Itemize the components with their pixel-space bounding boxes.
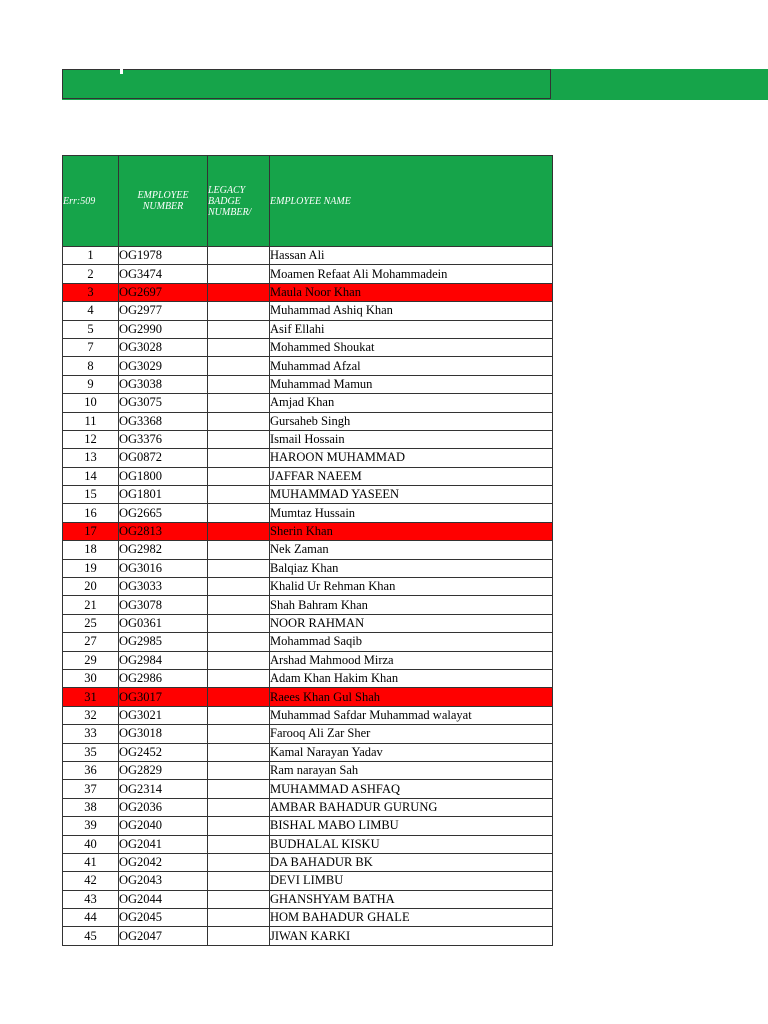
employee-number: OG1801 (119, 486, 208, 504)
header-number: Err:509 (63, 156, 119, 247)
table-row (63, 890, 553, 908)
employee-name: Mumtaz Hussain (270, 504, 553, 522)
employee-name: Ismail Hossain (270, 430, 553, 448)
legacy-badge (208, 541, 270, 559)
employee-name: BUDHALAL KISKU (270, 835, 553, 853)
employee-name: AMBAR BAHADUR GURUNG (270, 798, 553, 816)
legacy-badge (208, 559, 270, 577)
row-number: 18 (63, 541, 119, 559)
employee-name: HOM BAHADUR GHALE (270, 909, 553, 927)
employee-name: MUHAMMAD ASHFAQ (270, 780, 553, 798)
banner-mark (120, 66, 123, 74)
employee-number: OG2977 (119, 302, 208, 320)
employee-name: NOOR RAHMAN (270, 614, 553, 632)
header-employee-number: EMPLOYEE NUMBER (119, 156, 208, 247)
employee-name: Balqiaz Khan (270, 559, 553, 577)
row-number: 10 (63, 394, 119, 412)
employee-name: Moamen Refaat Ali Mohammadein (270, 265, 553, 283)
employee-name: Adam Khan Hakim Khan (270, 669, 553, 687)
employee-name: Arshad Mahmood Mirza (270, 651, 553, 669)
table-row (63, 927, 553, 945)
row-number: 12 (63, 430, 119, 448)
employee-number: OG2047 (119, 927, 208, 945)
employee-number: OG3038 (119, 375, 208, 393)
table-row (63, 375, 553, 393)
row-number: 3 (63, 283, 119, 301)
header-legacy-badge: LEGACY BADGE NUMBER/ (208, 156, 270, 247)
table-row (63, 559, 553, 577)
employee-number: OG3368 (119, 412, 208, 430)
employee-number: OG0872 (119, 449, 208, 467)
employee-name: Hassan Ali (270, 247, 553, 265)
employee-number: OG2452 (119, 743, 208, 761)
legacy-badge (208, 761, 270, 779)
table-row (63, 283, 553, 301)
row-number: 30 (63, 669, 119, 687)
employee-number: OG2990 (119, 320, 208, 338)
employee-name: Mohammed Shoukat (270, 338, 553, 356)
legacy-badge (208, 780, 270, 798)
legacy-badge (208, 798, 270, 816)
row-number: 19 (63, 559, 119, 577)
table-row (63, 449, 553, 467)
row-number: 8 (63, 357, 119, 375)
employee-number: OG2044 (119, 890, 208, 908)
employee-name: GHANSHYAM BATHA (270, 890, 553, 908)
legacy-badge (208, 596, 270, 614)
employee-number: OG2045 (119, 909, 208, 927)
legacy-badge (208, 522, 270, 540)
legacy-badge (208, 872, 270, 890)
table-row (63, 394, 553, 412)
employee-number: OG2982 (119, 541, 208, 559)
legacy-badge (208, 449, 270, 467)
legacy-badge (208, 651, 270, 669)
employee-number: OG1978 (119, 247, 208, 265)
employee-number: OG3021 (119, 706, 208, 724)
legacy-badge (208, 375, 270, 393)
table-row (63, 761, 553, 779)
row-number: 16 (63, 504, 119, 522)
table-row (63, 651, 553, 669)
legacy-badge (208, 302, 270, 320)
table-row (63, 504, 553, 522)
table-row (63, 633, 553, 651)
row-number: 20 (63, 578, 119, 596)
table-row (63, 430, 553, 448)
row-number: 37 (63, 780, 119, 798)
row-number: 15 (63, 486, 119, 504)
row-number: 40 (63, 835, 119, 853)
table-row (63, 578, 553, 596)
table-row (63, 357, 553, 375)
legacy-badge (208, 338, 270, 356)
employee-number: OG3029 (119, 357, 208, 375)
table-row (63, 909, 553, 927)
employee-name: Kamal Narayan Yadav (270, 743, 553, 761)
legacy-badge (208, 283, 270, 301)
employee-number: OG2665 (119, 504, 208, 522)
table-row (63, 817, 553, 835)
row-number: 5 (63, 320, 119, 338)
row-number: 41 (63, 853, 119, 871)
legacy-badge (208, 467, 270, 485)
table-row (63, 614, 553, 632)
employee-number: OG3033 (119, 578, 208, 596)
employee-name: Khalid Ur Rehman Khan (270, 578, 553, 596)
employee-name: MUHAMMAD YASEEN (270, 486, 553, 504)
legacy-badge (208, 265, 270, 283)
row-number: 42 (63, 872, 119, 890)
employee-name: JIWAN KARKI (270, 927, 553, 945)
row-number: 43 (63, 890, 119, 908)
row-number: 13 (63, 449, 119, 467)
row-number: 4 (63, 302, 119, 320)
row-number: 2 (63, 265, 119, 283)
legacy-badge (208, 320, 270, 338)
row-number: 35 (63, 743, 119, 761)
legacy-badge (208, 486, 270, 504)
legacy-badge (208, 853, 270, 871)
employee-name: Raees Khan Gul Shah (270, 688, 553, 706)
header-employee-name: EMPLOYEE NAME (270, 156, 553, 247)
legacy-badge (208, 357, 270, 375)
employee-name: Farooq Ali Zar Sher (270, 725, 553, 743)
employee-number: OG1800 (119, 467, 208, 485)
header-row (63, 156, 553, 247)
employee-number: OG2040 (119, 817, 208, 835)
legacy-badge (208, 430, 270, 448)
row-number: 27 (63, 633, 119, 651)
row-number: 38 (63, 798, 119, 816)
row-number: 7 (63, 338, 119, 356)
table-row (63, 669, 553, 687)
legacy-badge (208, 688, 270, 706)
row-number: 1 (63, 247, 119, 265)
row-number: 39 (63, 817, 119, 835)
legacy-badge (208, 817, 270, 835)
legacy-badge (208, 247, 270, 265)
table-row (63, 798, 553, 816)
employee-name: Shah Bahram Khan (270, 596, 553, 614)
row-number: 17 (63, 522, 119, 540)
table-row (63, 247, 553, 265)
employee-number: OG2042 (119, 853, 208, 871)
table-row (63, 522, 553, 540)
employee-name: Muhammad Ashiq Khan (270, 302, 553, 320)
legacy-badge (208, 504, 270, 522)
legacy-badge (208, 706, 270, 724)
employee-name: Maula Noor Khan (270, 283, 553, 301)
legacy-badge (208, 669, 270, 687)
legacy-badge (208, 614, 270, 632)
row-number: 33 (63, 725, 119, 743)
table-row (63, 265, 553, 283)
employee-number: OG2043 (119, 872, 208, 890)
employee-number: OG3017 (119, 688, 208, 706)
table-row (63, 688, 553, 706)
employee-name: JAFFAR NAEEM (270, 467, 553, 485)
table-row (63, 706, 553, 724)
table-row (63, 596, 553, 614)
row-number: 11 (63, 412, 119, 430)
employee-name: BISHAL MABO LIMBU (270, 817, 553, 835)
employee-number: OG3016 (119, 559, 208, 577)
employee-number: OG3075 (119, 394, 208, 412)
employee-name: Gursaheb Singh (270, 412, 553, 430)
employee-name: DEVI LIMBU (270, 872, 553, 890)
employee-number: OG2984 (119, 651, 208, 669)
table-row (63, 853, 553, 871)
table-row (63, 338, 553, 356)
row-number: 9 (63, 375, 119, 393)
employee-name: Amjad Khan (270, 394, 553, 412)
legacy-badge (208, 578, 270, 596)
table-row (63, 320, 553, 338)
employee-name: Sherin Khan (270, 522, 553, 540)
table-row (63, 302, 553, 320)
employee-number: OG2813 (119, 522, 208, 540)
table-row (63, 835, 553, 853)
row-number: 31 (63, 688, 119, 706)
row-number: 14 (63, 467, 119, 485)
employee-name: Ram narayan Sah (270, 761, 553, 779)
table-row (63, 743, 553, 761)
legacy-badge (208, 927, 270, 945)
row-number: 45 (63, 927, 119, 945)
employee-number: OG2985 (119, 633, 208, 651)
row-number: 25 (63, 614, 119, 632)
row-number: 36 (63, 761, 119, 779)
employee-number: OG3376 (119, 430, 208, 448)
employee-number: OG3474 (119, 265, 208, 283)
employee-name: Nek Zaman (270, 541, 553, 559)
legacy-badge (208, 835, 270, 853)
employee-name: Muhammad Mamun (270, 375, 553, 393)
employee-number: OG2314 (119, 780, 208, 798)
employee-name: HAROON MUHAMMAD (270, 449, 553, 467)
table-row (63, 780, 553, 798)
employee-number: OG0361 (119, 614, 208, 632)
employee-name: DA BAHADUR BK (270, 853, 553, 871)
employee-table (62, 155, 553, 946)
table-row (63, 467, 553, 485)
table-row (63, 872, 553, 890)
employee-number: OG2697 (119, 283, 208, 301)
legacy-badge (208, 412, 270, 430)
title-banner-outline (62, 69, 551, 99)
employee-number: OG2829 (119, 761, 208, 779)
table-body (63, 247, 553, 946)
employee-name: Asif Ellahi (270, 320, 553, 338)
legacy-badge (208, 909, 270, 927)
row-number: 32 (63, 706, 119, 724)
employee-number: OG2036 (119, 798, 208, 816)
legacy-badge (208, 394, 270, 412)
row-number: 29 (63, 651, 119, 669)
table-row (63, 412, 553, 430)
table-row (63, 725, 553, 743)
employee-name: Mohammad Saqib (270, 633, 553, 651)
legacy-badge (208, 890, 270, 908)
employee-number: OG3028 (119, 338, 208, 356)
legacy-badge (208, 633, 270, 651)
employee-number: OG3018 (119, 725, 208, 743)
table-row (63, 486, 553, 504)
row-number: 21 (63, 596, 119, 614)
employee-name: Muhammad Safdar Muhammad walayat (270, 706, 553, 724)
legacy-badge (208, 725, 270, 743)
table-row (63, 541, 553, 559)
employee-number: OG2041 (119, 835, 208, 853)
row-number: 44 (63, 909, 119, 927)
employee-name: Muhammad Afzal (270, 357, 553, 375)
employee-number: OG2986 (119, 669, 208, 687)
legacy-badge (208, 743, 270, 761)
employee-number: OG3078 (119, 596, 208, 614)
